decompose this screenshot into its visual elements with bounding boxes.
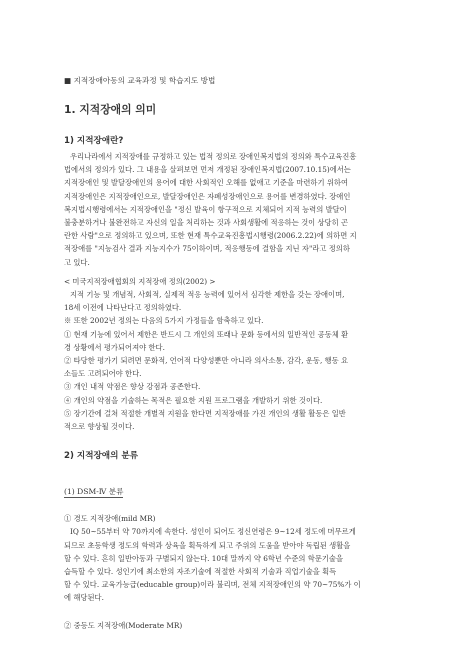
paragraph-line: 복지법시행령에서는 지적장애인을 "정신 발육이 항구적으로 지체되어 지적 능력의 발달이 bbox=[64, 204, 347, 214]
paragraph-line: IQ 50~55부터 약 70까지에 속한다. 성인이 되어도 정신연령은 9~12세 정도에 머무르게 bbox=[70, 527, 356, 537]
paragraph-line: 적장애를 "지능검사 결과 지능지수가 75이하이며, 적응행동에 결함을 지닌 자"라고 정의하 bbox=[64, 244, 350, 254]
section-heading-meaning: 1. 지적장애의 의미 bbox=[64, 103, 157, 116]
paragraph-line: 에 해당된다. bbox=[64, 593, 104, 603]
aamr-definition-heading: < 미국지적장애협회의 지적장애 정의(2002) > bbox=[64, 276, 216, 286]
definition-paragraph bbox=[64, 150, 413, 269]
paragraph-line: 지적장애인 및 발달장애인의 용어에 대한 사회적인 오해를 없애고 기준을 마련하기 위하여 bbox=[64, 178, 348, 188]
paragraph-line: 고 있다. bbox=[64, 257, 90, 267]
paragraph-line: 할 수 있다. 교육가능급(educable group)이라 불리며, 전체 지적장애인의 약 70~75%가 이 bbox=[64, 580, 361, 590]
paragraph-line: 란한 사람"으로 정의하고 있으며, 또한 현재 특수교육진흥법시행령(2006.2.22)에 의하면 지 bbox=[64, 231, 357, 241]
document-title: ■ 지적장애아동의 교육과정 및 학습지도 방법 bbox=[64, 76, 216, 85]
assumption-item-continued: 경 상황에서 평가되어져야 한다. bbox=[64, 342, 165, 352]
paragraph-line: 되므로 초등학생 정도의 학력과 상육을 획득하게 되고 주위의 도움을 받아야 독립된 생활을 bbox=[64, 540, 351, 550]
assumption-list bbox=[64, 328, 413, 434]
moderate-mr-heading: ② 중등도 지적장애(Moderate MR) bbox=[64, 620, 183, 630]
paragraph-line: 우리나라에서 지적장애를 규정하고 있는 법적 정의로 장애인복지법의 정의와 특수교육진흥 bbox=[70, 152, 357, 161]
mild-mr-paragraph bbox=[64, 525, 413, 604]
assumption-item: ② 타당한 평가기 되려면 문화적, 언어적 다양성뿐만 아니라 의사소통, 감각, 운동, 행동 요 bbox=[64, 356, 349, 366]
mild-mr-heading: ① 경도 지적장애(mild MR) bbox=[64, 514, 156, 524]
aamr-line: 18세 이전에 나타난다고 정의하였다. bbox=[64, 303, 182, 313]
assumption-item: ⑤ 장기간에 걸쳐 적절한 개별적 지원을 한다면 지적장애를 가진 개인의 생활 활동은 일반 bbox=[64, 408, 346, 418]
assumption-item-continued: 소들도 고려되어야 한다. bbox=[64, 369, 142, 379]
paragraph-line: 불충분하거나 불완전하고 자신의 일을 처리하는 것과 사회생활에 적응하는 것이 상당히 곤 bbox=[64, 218, 348, 228]
paragraph-line: 법에서의 정의가 있다. 그 내용을 살펴보면 먼저 개정된 장애인복지법(2007.10.15)에서는 bbox=[64, 165, 351, 175]
paragraph-line: 습득할 수 있다. 성인기에 최소한의 자조기술에 적절한 사회적 기술과 직업기술을 획득 bbox=[64, 567, 337, 577]
assumption-item: ③ 개인 내적 약점은 향상 강점과 공존한다. bbox=[64, 382, 201, 392]
assumption-item-continued: 적으로 향상될 것이다. bbox=[64, 422, 135, 432]
assumption-item: ④ 개인의 약점을 기술하는 목적은 필요한 지원 프로그램을 개발하기 위한 것이다. bbox=[64, 395, 323, 405]
aamr-line: 지적 기능 및 개념적, 사회적, 실제적 적응 능력에 있어서 심각한 제한을 갖는 장애이며, bbox=[70, 290, 345, 300]
paragraph-line: 할 수 있다. 흔히 일반아동과 구별되지 않는다. 10대 말까지 약 6학년 수준의 학문기술을 bbox=[64, 553, 344, 563]
subheading-what-is-id: 1) 지적장애란? bbox=[64, 136, 124, 146]
paragraph-line: 지적장애인은 지적장애인으로, 발달장애인은 자폐성장애인으로 용어를 변경하였다. 장애인 bbox=[64, 191, 351, 201]
assumption-item: ① 현재 기능에 있어서 제한은 반드시 그 개인의 또래나 문화 등에서의 일반적인 공동체 환 bbox=[64, 329, 349, 339]
aamr-note: ※ 또한 2002년 정의는 다음의 5가지 가정들을 함축하고 있다. bbox=[64, 316, 264, 326]
dsm-classification-heading: (1) DSM-Ⅳ 분류 bbox=[64, 487, 124, 497]
subheading-classification: 2) 지적장애의 분류 bbox=[64, 451, 139, 462]
